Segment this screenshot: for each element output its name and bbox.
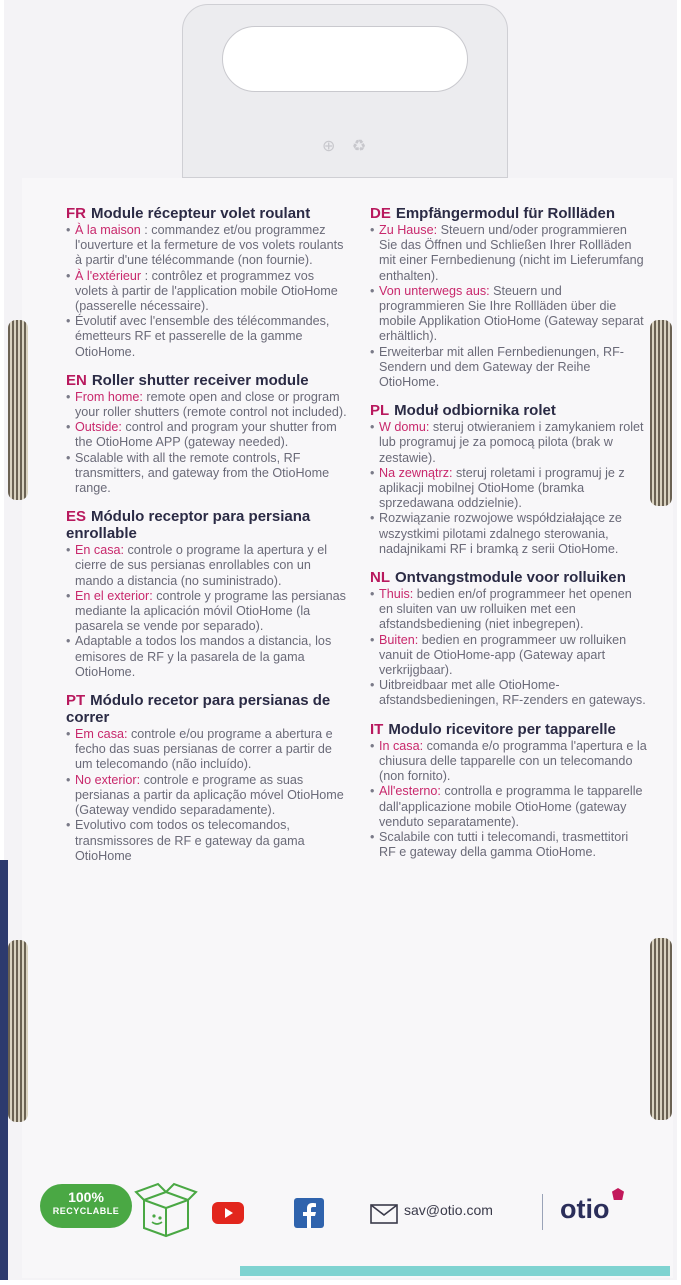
- feature-item: [66, 420, 348, 450]
- feature-item: [370, 830, 648, 860]
- feature-label: Na zewnątrz:: [379, 465, 453, 480]
- feature-text: Erweiterbar mit allen Fernbedienungen, RF-Sendern und dem Gateway der Reihe OtioHome.: [379, 344, 624, 390]
- feature-label: En casa:: [75, 543, 125, 558]
- language-code: DE: [370, 205, 391, 222]
- feature-label: All'esterno:: [379, 784, 441, 799]
- feature-text: control and program your shutter from the OtioHome APP (gateway needed).: [75, 420, 337, 450]
- side-edge: [0, 860, 8, 1280]
- language-section: [370, 205, 648, 390]
- feature-item: [66, 314, 348, 360]
- feature-list: [66, 727, 348, 864]
- feature-list: [66, 390, 348, 496]
- tuck-tab-right-top: [650, 320, 672, 506]
- section-heading: Moduł odbiornika rolet: [394, 402, 556, 420]
- recycle-label: RECYCLABLE: [52, 1206, 120, 1216]
- feature-text: controle e programe as suas persianas a partir da aplicação móvel OtioHome (Gateway vendido separadamente).: [75, 772, 344, 818]
- section-title: [370, 205, 648, 222]
- language-code: ES: [66, 508, 87, 526]
- feature-list: [370, 223, 648, 390]
- footer-divider: [542, 1194, 543, 1230]
- feature-item: [370, 784, 648, 830]
- facebook-icon: [294, 1198, 324, 1228]
- feature-text: steruj roletami i programuj je z aplikacji mobilnej OtioHome (bramka sprzedawana oddzielnie).: [379, 465, 625, 511]
- feature-list: [66, 543, 348, 680]
- feature-list: [370, 420, 648, 557]
- footer: [22, 1160, 673, 1260]
- logo-gem-icon: [612, 1188, 624, 1200]
- section-title: [370, 569, 648, 586]
- feature-text: Rozwiązanie rozwojowe współdziałające ze wszystkimi pilotami zdalnego sterowania, nadajnikami RF i bramką z serii OtioHome.: [379, 511, 622, 556]
- section-heading: Módulo receptor para persiana enrollable: [66, 508, 311, 543]
- feature-text: controlla e programma le tapparelle dall'applicazione mobile OtioHome (gateway venduto separatamente).: [379, 784, 643, 829]
- bottom-edge: [240, 1266, 670, 1276]
- feature-item: [370, 633, 648, 679]
- support-email: sav@otio.com: [404, 1202, 493, 1218]
- feature-label: Outside:: [75, 420, 122, 435]
- tuck-tab-right-bottom: [650, 938, 672, 1120]
- feature-item: [66, 589, 348, 635]
- feature-text: Adaptable a todos los mandos a distancia, los emisores de RF y la pasarela de la gama OtioHome.: [75, 634, 332, 679]
- section-title: [66, 508, 348, 542]
- feature-item: [370, 466, 648, 512]
- recycle-box-icon: [134, 1174, 198, 1238]
- feature-text: Évolutif avec l'ensemble des télécommandes, émetteurs RF et passerelle de la gamme OtioHome.: [75, 314, 330, 359]
- section-title: [370, 721, 648, 738]
- feature-label: En el exterior:: [75, 588, 153, 603]
- language-code: FR: [66, 205, 86, 222]
- feature-text: steruj otwieraniem i zamykaniem rolet lub programuj je za pomocą pilota (brak w zestawie).: [379, 420, 644, 465]
- section-heading: Module récepteur volet roulant: [91, 205, 311, 222]
- section-heading: Roller shutter receiver module: [91, 371, 309, 389]
- language-section: [370, 569, 648, 709]
- hang-hole: [222, 26, 468, 92]
- feature-label: From home:: [75, 389, 143, 404]
- feature-label: Von unterwegs aus:: [379, 283, 490, 298]
- feature-label: À la maison: [75, 223, 141, 237]
- feature-text: bedien en programmeer uw rolluiken vanuit de OtioHome-app (Gateway apart verkrijgbaar).: [379, 632, 627, 678]
- section-heading: Empfängermodul für Rollläden: [395, 205, 616, 222]
- section-heading: Módulo recetor para persianas de correr: [66, 692, 331, 727]
- recyclable-badge: [40, 1184, 132, 1228]
- section-heading: Ontvangstmodule voor rolluiken: [395, 569, 626, 587]
- otio-logo: otio: [560, 1194, 610, 1224]
- feature-text: controle e/ou programe a abertura e fecho das suas persianas de correr a partir de um telecomando (não incluído).: [75, 727, 333, 772]
- language-section: [66, 372, 348, 496]
- language-section: [370, 721, 648, 861]
- feature-label: Buiten:: [379, 632, 419, 647]
- section-title: [66, 205, 348, 222]
- feature-item: [66, 818, 348, 864]
- language-code: IT: [370, 720, 384, 738]
- feature-item: [66, 634, 348, 680]
- feature-text: Steuern und programmieren Sie Ihre Rollläden über die mobile Applikation OtioHome (Gateway separat erhältlich).: [379, 283, 644, 344]
- feature-item: [370, 511, 648, 557]
- feature-text: controle y programe las persianas mediante la aplicación móvil OtioHome (la pasarela se vende por separado).: [75, 588, 346, 634]
- feature-text: remote open and close or program your roller shutters (remote control not included).: [75, 389, 347, 420]
- youtube-icon: [212, 1202, 244, 1224]
- feature-item: [66, 269, 348, 315]
- feature-label: In casa:: [379, 738, 424, 753]
- feature-text: : commandez et/ou programmez l'ouverture et la fermeture de vos volets roulants à partir d'une télécommande (non fournie).: [75, 223, 344, 268]
- section-title: [66, 372, 348, 389]
- feature-label: No exterior:: [75, 772, 141, 787]
- feature-text: bedien en/of programmeer het openen en sluiten van uw rolluiken met een afstandsbediening (niet inbegrepen).: [379, 587, 632, 632]
- feature-text: Steuern und/oder programmieren Sie das Öffnen und Schließen Ihrer Rollläden mit einer Fernbedienung (nicht im Lieferumfang enthalten).: [379, 223, 644, 283]
- feature-list: [370, 739, 648, 861]
- language-code: NL: [370, 569, 390, 587]
- feature-label: Thuis:: [379, 587, 414, 602]
- feature-item: [370, 739, 648, 785]
- recycle-percent: 100%: [68, 1189, 104, 1205]
- language-code: PL: [370, 402, 390, 420]
- feature-item: [66, 543, 348, 589]
- language-section: [370, 402, 648, 557]
- column-right: [370, 205, 648, 872]
- feature-item: [370, 678, 648, 708]
- column-left: [66, 205, 348, 876]
- feature-item: [66, 223, 348, 269]
- language-code: EN: [66, 371, 87, 389]
- section-heading: Modulo ricevitore per tapparelle: [388, 720, 616, 738]
- feature-item: [370, 345, 648, 391]
- feature-label: À l'extérieur: [75, 268, 142, 283]
- feature-text: Scalabile con tutti i telecomandi, trasmettitori RF e gateway della gamma OtioHome.: [379, 829, 629, 860]
- feature-item: [370, 420, 648, 466]
- feature-item: [370, 284, 648, 345]
- feature-text: Evolutivo com todos os telecomandos, transmissores de RF e gateway da gama OtioHome: [75, 818, 305, 863]
- feature-text: Scalable with all the remote controls, RF transmitters, and gateway from the OtioHome range.: [75, 450, 330, 496]
- tuck-tab-left-top: [8, 320, 28, 500]
- feature-item: [370, 587, 648, 633]
- feature-list: [66, 223, 348, 360]
- language-section: [66, 508, 348, 680]
- section-title: [66, 692, 348, 726]
- feature-label: W domu:: [379, 420, 430, 435]
- feature-item: [66, 390, 348, 420]
- language-section: [66, 205, 348, 360]
- feature-list: [370, 587, 648, 709]
- mail-icon: [370, 1204, 398, 1224]
- tuck-tab-left-bottom: [8, 940, 28, 1122]
- feature-item: [370, 223, 648, 284]
- language-code: PT: [66, 692, 86, 710]
- feature-item: [66, 451, 348, 497]
- feature-item: [66, 773, 348, 819]
- feature-label: Em casa:: [75, 727, 128, 742]
- language-section: [66, 692, 348, 864]
- feature-item: [66, 727, 348, 773]
- feature-text: Uitbreidbaar met alle OtioHome-afstandsbedieningen, RF-zenders en gateways.: [379, 678, 646, 708]
- feature-text: controle o programe la apertura y el cierre de sus persianas enrollables con un mando a distancia (no suministrado).: [75, 543, 328, 588]
- feature-label: Zu Hause:: [379, 223, 438, 237]
- feature-text: comanda e/o programma l'apertura e la chiusura delle tapparelle con un telecomando (non fornito).: [379, 738, 647, 784]
- section-title: [370, 402, 648, 419]
- feature-text: : contrôlez et programmez vos volets à partir de l'application mobile OtioHome (passerelle nécessaire).: [75, 268, 338, 314]
- recycle-mark-icon: ⊕ ♻: [322, 138, 373, 155]
